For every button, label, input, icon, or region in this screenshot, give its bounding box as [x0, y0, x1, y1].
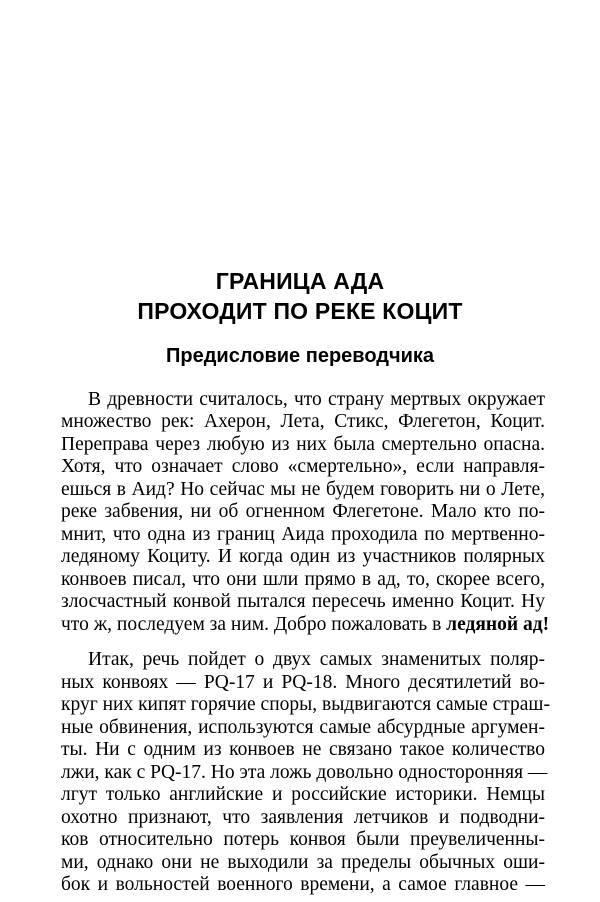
text-line: Переправа через любую из них была смертельно опасна.	[61, 434, 545, 455]
text-line: мнит, что одна из границ Аида проходила по мертвенно-	[61, 524, 545, 545]
text-line: ные обвинения, используются самые абсурдные аргумен-	[61, 717, 545, 738]
text-line-last	[61, 614, 550, 636]
text-line: В древности считалось, что страну мертвых окружает	[88, 389, 545, 410]
text-line: лжи, как с PQ-17. Но эта ложь довольно односторонняя —	[61, 762, 548, 783]
section-subtitle: Предисловие переводчика	[165, 345, 435, 367]
text-line: Итак, речь пойдет о двух самых знаменитых поляр-	[88, 649, 545, 670]
text-line: ных конвоях — PQ-17 и PQ-18. Много десятилетий во-	[61, 672, 545, 693]
text-line: круг них кипят горячие споры, выдвигаются самые страш-	[61, 694, 550, 715]
text-line: конвоев писал, что они шли прямо в ад, то, скорее всего,	[61, 569, 545, 590]
text-line: Хотя, что означает слово «смертельно», если направля-	[61, 456, 545, 477]
text-line: ты. Ни с одним из конвоев не связано такое количество	[61, 739, 545, 760]
text-line: бок и вольностей военного времени, а самое главное —	[61, 874, 545, 895]
text-line: ков относительно потерь конвоя были преувеличенны-	[61, 829, 545, 850]
chapter-title-line-2: ПРОХОДИТ ПО РЕКЕ КОЦИТ	[137, 298, 463, 324]
chapter-title-line-1: ГРАНИЦА АДА	[215, 268, 385, 294]
text-line: охотно признают, что заявления летчиков и подводни-	[61, 807, 545, 828]
text-line-prefix: что ж, последуем за ним. Добро пожаловать в	[61, 614, 447, 635]
text-line: лгут только английские и российские историки. Немцы	[61, 784, 545, 805]
text-line: реке забвения, ни об огненном Флегетоне. Мало кто по-	[61, 501, 545, 522]
text-line: ешься в Аид? Но сейчас мы не будем говорить ни о Лете,	[61, 479, 545, 500]
text-line: ледяному Коциту. И когда один из участников полярных	[61, 546, 545, 567]
text-line: множество рек: Ахерон, Лета, Стикс, Флегетон, Коцит.	[61, 411, 545, 432]
text-line: ми, однако они не выходили за пределы обычных оши-	[61, 852, 545, 873]
emphasis-text: ледяной ад!	[446, 614, 550, 635]
text-line: злосчастный конвой пытался пересечь именно Коцит. Ну	[61, 591, 545, 612]
